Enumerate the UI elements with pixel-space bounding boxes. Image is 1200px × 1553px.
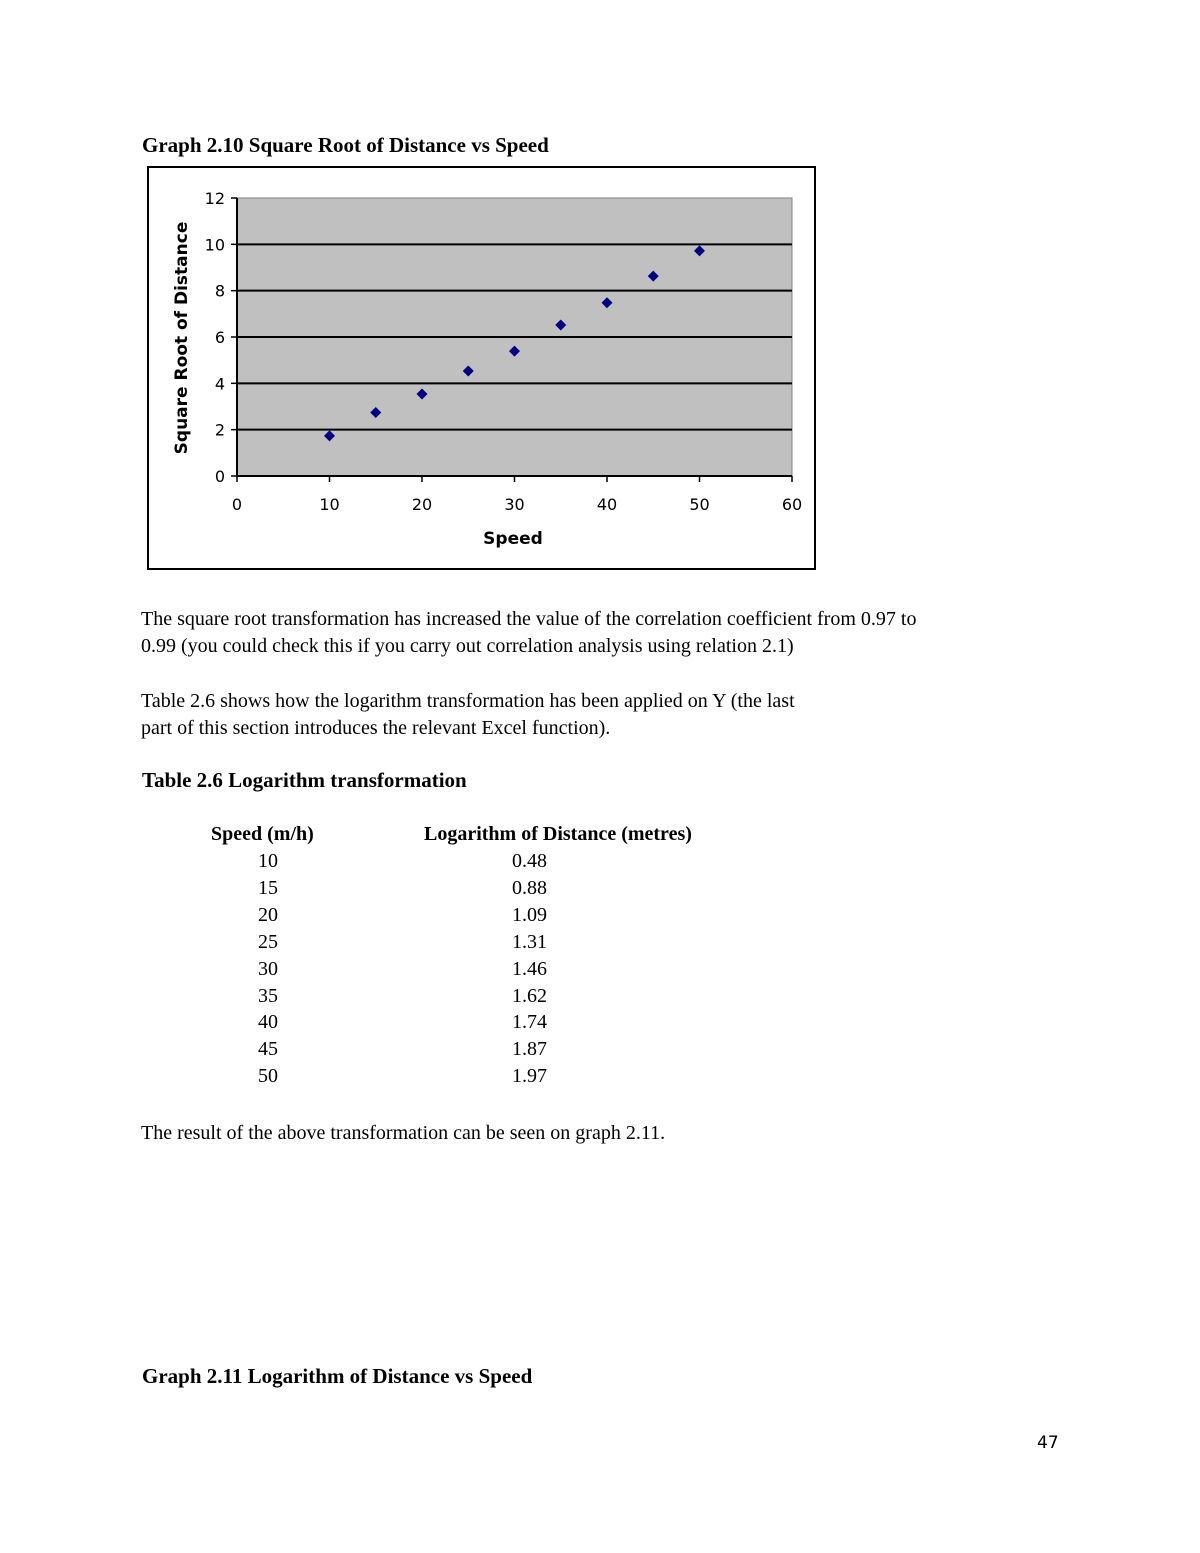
table-cell-speed: 35 bbox=[258, 984, 278, 1007]
table-cell-speed: 45 bbox=[258, 1038, 278, 1061]
table-cell-speed: 50 bbox=[258, 1065, 278, 1088]
table-cell-speed: 25 bbox=[258, 930, 278, 953]
table-cell-speed: 40 bbox=[258, 1011, 278, 1034]
paragraph-line: Table 2.6 shows how the logarithm transformation has been applied on Y (the last bbox=[141, 690, 795, 712]
y-tick-label: 0 bbox=[214, 467, 225, 486]
x-tick-labels bbox=[232, 495, 802, 514]
table-cell-log-distance: 1.46 bbox=[512, 957, 547, 980]
graph-2-10-caption: Graph 2.10 Square Root of Distance vs Speed bbox=[142, 133, 549, 157]
table-cell-speed: 15 bbox=[258, 876, 278, 899]
x-tick-label: 60 bbox=[781, 495, 803, 514]
y-tick-label: 8 bbox=[214, 281, 225, 301]
graph-2-11-caption: Graph 2.11 Logarithm of Distance vs Speed bbox=[142, 1364, 533, 1388]
table-cell-log-distance: 1.62 bbox=[512, 984, 547, 1007]
x-tick-label: 0 bbox=[231, 495, 243, 514]
paragraph-correlation bbox=[141, 606, 916, 660]
y-tick-labels bbox=[205, 189, 225, 486]
paragraph-line: The square root transformation has increased the value of the correlation coefficient from 0.97 to bbox=[141, 608, 917, 630]
table-cell-log-distance: 0.88 bbox=[512, 876, 547, 899]
y-axis-label: Square Root of Distance bbox=[172, 221, 192, 455]
table-header-speed: Speed (m/h) bbox=[211, 823, 314, 845]
paragraph-result: The result of the above transformation can be seen on graph 2.11. bbox=[141, 1122, 666, 1144]
y-tick-label: 12 bbox=[204, 189, 225, 208]
table-cell-log-distance: 1.87 bbox=[512, 1038, 547, 1061]
table-cell-speed: 30 bbox=[258, 957, 278, 980]
paragraph-table-intro bbox=[141, 688, 795, 742]
paragraph-line: 0.99 (you could check this if you carry out correlation analysis using relation 2.1) bbox=[141, 635, 794, 657]
table-cell-log-distance: 1.74 bbox=[512, 1011, 547, 1034]
y-tick-label: 4 bbox=[214, 374, 225, 394]
y-tick-label: 10 bbox=[204, 235, 225, 255]
x-tick-label: 10 bbox=[319, 495, 340, 514]
table-cell-log-distance: 1.09 bbox=[512, 903, 547, 926]
table-cell-speed: 10 bbox=[258, 850, 278, 872]
scatter-chart bbox=[147, 166, 816, 570]
table-cell-log-distance: 1.97 bbox=[512, 1065, 547, 1088]
x-tick-label: 20 bbox=[411, 495, 433, 514]
x-tick-label: 30 bbox=[504, 495, 525, 514]
y-tick-label: 2 bbox=[214, 420, 225, 440]
x-tick-label: 50 bbox=[689, 495, 710, 514]
x-tick-label: 40 bbox=[596, 495, 618, 514]
table-2-6-caption: Table 2.6 Logarithm transformation bbox=[142, 768, 467, 792]
table-header-log-distance: Logarithm of Distance (metres) bbox=[424, 823, 692, 845]
paragraph-line: part of this section introduces the relevant Excel function). bbox=[141, 717, 611, 739]
table-cell-log-distance: 1.31 bbox=[512, 930, 547, 953]
table-cell-speed: 20 bbox=[258, 903, 278, 926]
table-cell-log-distance: 0.48 bbox=[512, 850, 547, 872]
y-tick-label: 6 bbox=[214, 328, 225, 347]
page-number: 47 bbox=[1037, 1433, 1059, 1453]
x-axis-label: Speed bbox=[483, 529, 543, 549]
